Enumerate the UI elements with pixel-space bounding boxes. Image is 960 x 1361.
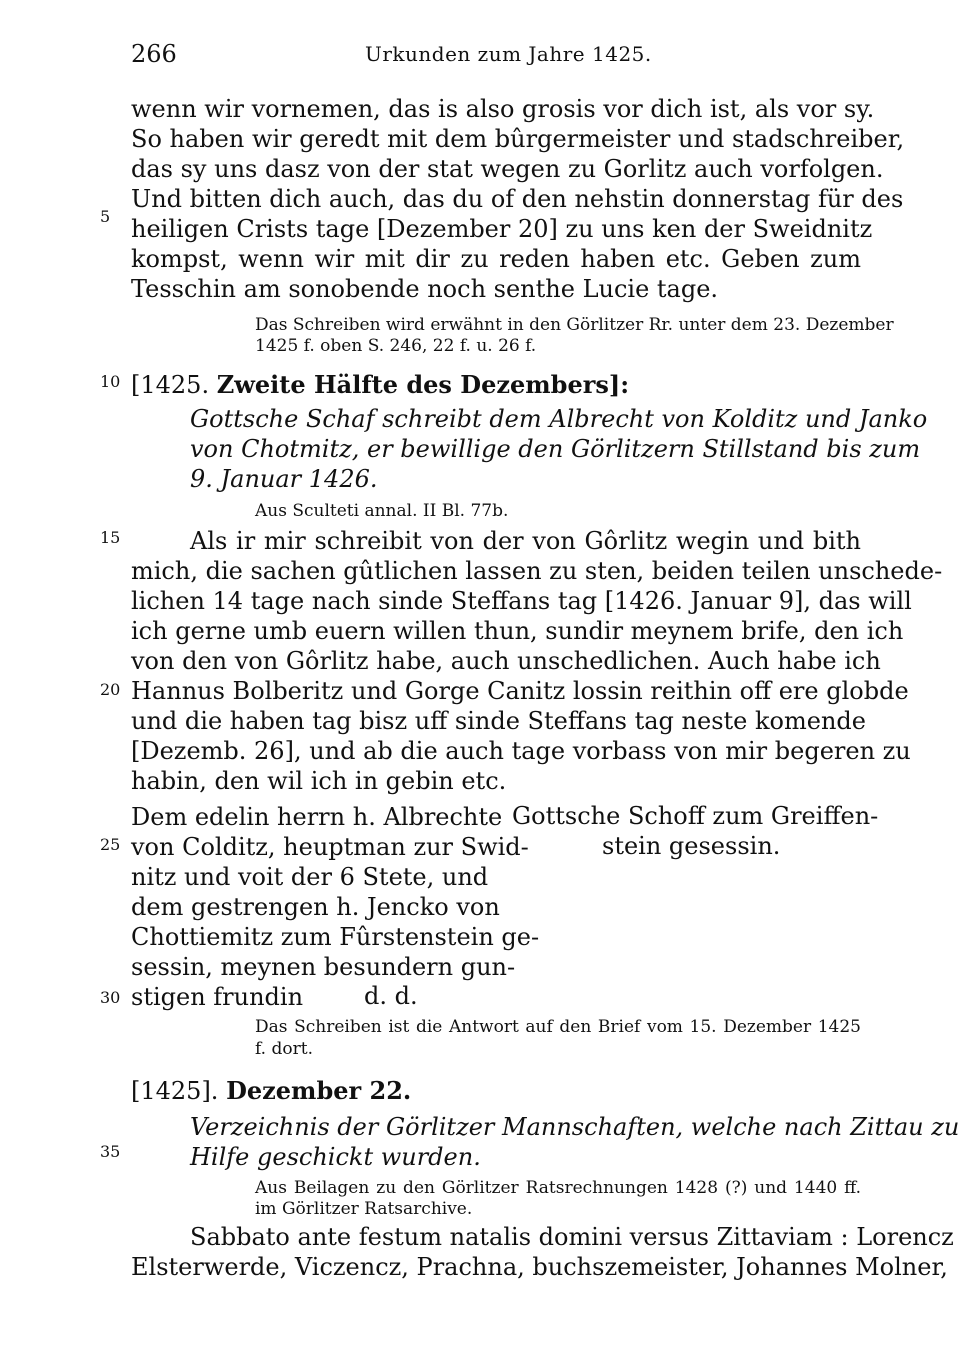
text-line: wenn wir vornemen, das is also grosis vor dich ist, als vor sy. [131, 95, 875, 123]
line-number: 5 [100, 207, 111, 226]
text-line: [Dezemb. 26], und ab die auch tage vorbass von mir begeren zu [131, 737, 911, 765]
address-line: dem gestrengen h. Jencko von [131, 893, 500, 921]
text-line: lichen 14 tage nach sinde Steffans tag [1426. Januar 9], das will [131, 587, 912, 615]
entry-date: [1425]. [131, 1077, 219, 1105]
text-line: Elsterwerde, Viczencz, Prachna, buchszemeister, Johannes Molner, [131, 1253, 948, 1281]
text-line: das sy uns dasz von der stat wegen zu Gorlitz auch vorfolgen. [131, 155, 884, 183]
text-line: Sabbato ante festum natalis domini versus Zittaviam : Lorencz [190, 1223, 954, 1251]
text-line: Und bitten dich auch, das du of den nehstin donnerstag für des [131, 185, 904, 213]
source-reference: im Görlitzer Ratsarchive. [255, 1199, 473, 1219]
entry-summary: 9. Januar 1426. [190, 465, 378, 493]
entry-heading [131, 370, 629, 399]
line-number: 30 [100, 988, 121, 1007]
line-number: 20 [100, 680, 121, 699]
text-line: habin, den wil ich in gebin etc. [131, 767, 507, 795]
editorial-note: Das Schreiben wird erwähnt in den Görlitzer Rr. unter dem 23. Dezember [255, 315, 894, 335]
text-line: von den von Gôrlitz habe, auch unschedlichen. Auch habe ich [131, 647, 881, 675]
editorial-note: Das Schreiben ist die Antwort auf den Brief vom 15. Dezember 1425 [255, 1017, 861, 1037]
line-number: 25 [100, 835, 121, 854]
entry-title: Dezember 22. [226, 1076, 412, 1105]
entry-summary: Verzeichnis der Görlitzer Mannschaften, welche nach Zittau zu [190, 1113, 960, 1141]
text-line: Als ir mir schreibit von der von Gôrlitz wegin und bith [190, 527, 861, 555]
text-line: mich, die sachen gûtlichen lassen zu sten, beiden teilen unschede- [131, 557, 943, 585]
sender-line: Gottsche Schoff zum Greiffen- [512, 802, 879, 830]
text-line: heiligen Crists tage [Dezember 20] zu uns ken der Sweidnitz [131, 215, 873, 243]
sender-line: stein gesessin. [602, 832, 781, 860]
address-line: sessin, meynen besundern gun- [131, 953, 516, 981]
address-line: von Colditz, heuptman zur Swid- [131, 833, 529, 861]
text-line: So haben wir geredt mit dem bûrgermeister und stadschreiber, [131, 125, 905, 153]
entry-title: Zweite Hälfte des Dezembers]: [216, 370, 630, 399]
address-line: Dem edelin herrn h. Albrechte [131, 803, 503, 831]
text-line: Tesschin am sonobende noch senthe Lucie tage. [131, 275, 719, 303]
text-line: kompst, wenn wir mit dir zu reden haben etc. Geben zum [131, 245, 861, 273]
entry-summary: Hilfe geschickt wurden. [190, 1143, 481, 1171]
line-number: 10 [100, 372, 121, 391]
entry-heading [131, 1076, 411, 1105]
text-line: und die haben tag bisz uff sinde Steffans tag neste komende [131, 707, 866, 735]
source-reference: Aus Beilagen zu den Görlitzer Ratsrechnungen 1428 (?) und 1440 ff. [255, 1178, 861, 1198]
running-title: Urkunden zum Jahre 1425. [365, 42, 652, 66]
address-line: stigen frundin [131, 983, 304, 1011]
source-reference: Aus Sculteti annal. II Bl. 77b. [255, 501, 509, 521]
text-line: Hannus Bolberitz und Gorge Canitz lossin reithin off ere globde [131, 677, 909, 705]
line-number: 35 [100, 1142, 121, 1161]
entry-summary: von Chotmitz, er bewillige den Görlitzern Stillstand bis zum [190, 435, 921, 463]
address-line: nitz und voit der 6 Stete, und [131, 863, 489, 891]
editorial-note: 1425 f. oben S. 246, 22 f. u. 26 f. [255, 336, 537, 356]
line-number: 15 [100, 528, 121, 547]
page-number: 266 [131, 40, 177, 68]
address-line: Chottiemitz zum Fûrstenstein ge- [131, 923, 540, 951]
editorial-note: f. dort. [255, 1039, 313, 1059]
address-dd: d. d. [364, 982, 418, 1010]
text-line: ich gerne umb euern willen thun, sundir meynem brife, den ich [131, 617, 904, 645]
entry-date: [1425. [131, 371, 210, 399]
entry-summary: Gottsche Schaf schreibt dem Albrecht von Kolditz und Janko [190, 405, 928, 433]
